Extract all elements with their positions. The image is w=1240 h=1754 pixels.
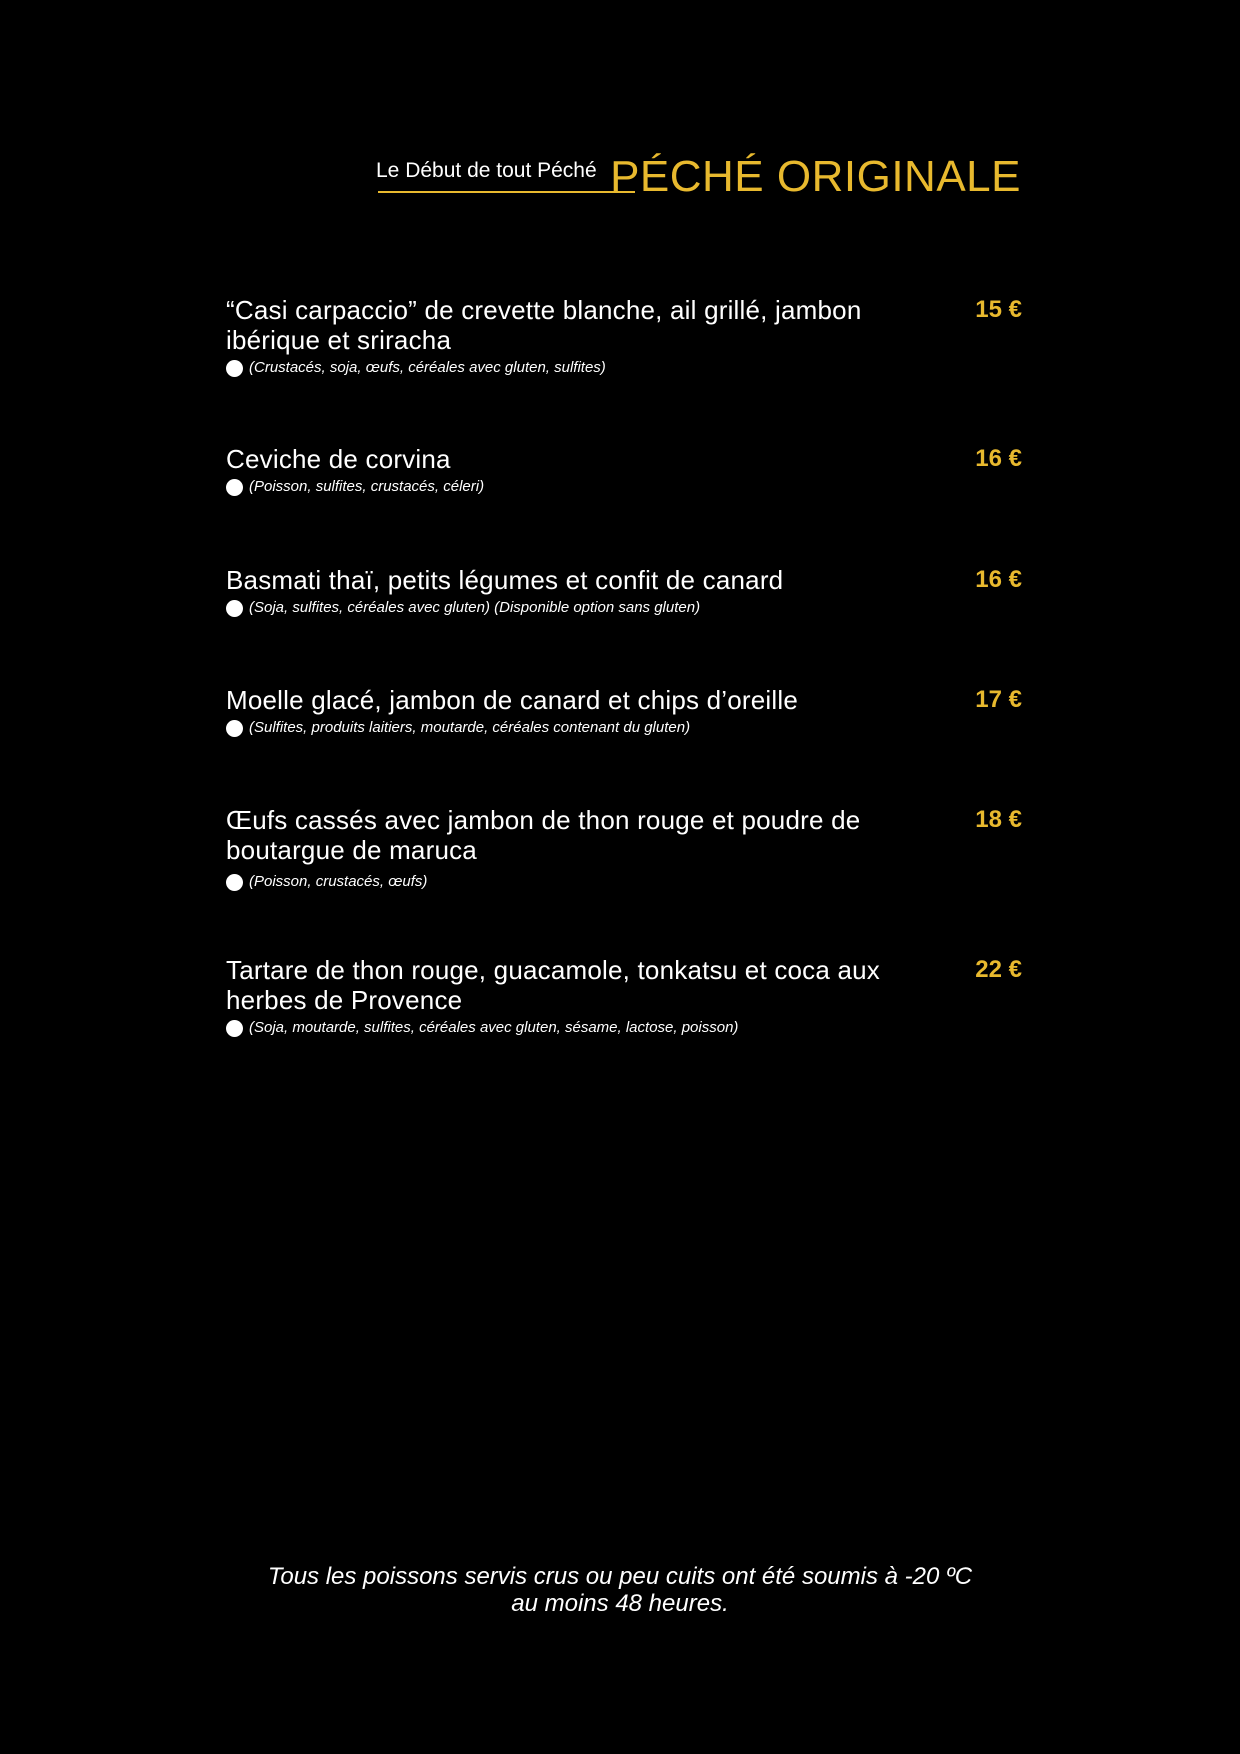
section-title: PÉCHÉ ORIGINALE [610,152,1021,201]
allergen-dot-icon [226,360,243,377]
dish-price: 15 € [975,296,1022,323]
notice-line-2: au moins 48 heures. [511,1590,729,1617]
dish-price: 22 € [975,956,1022,983]
menu-item [226,565,1022,617]
allergen-line [226,719,1022,737]
dish-name: Tartare de thon rouge, guacamole, tonkatsu et coca aux herbes de Provence [226,955,880,1015]
notice-line-1: Tous les poissons servis crus ou peu cuits ont été soumis à -20 ºC [267,1563,973,1590]
menu-item [226,805,1022,891]
allergen-list: (Poisson, crustacés, œufs) [249,873,428,890]
dish-name: Moelle glacé, jambon de canard et chips d’oreille [226,685,799,715]
dish-name: Ceviche de corvina [226,444,451,474]
allergen-dot-icon [226,600,243,617]
allergen-dot-icon [226,720,243,737]
allergen-list: (Sulfites, produits laitiers, moutarde, céréales contenant du gluten) [249,719,691,736]
allergen-dot-icon [226,874,243,891]
menu-item [226,685,1022,737]
dish-name: Œufs cassés avec jambon de thon rouge et poudre de boutargue de maruca [226,805,861,865]
raw-fish-notice [0,1563,1240,1617]
allergen-list: (Crustacés, soja, œufs, céréales avec gluten, sulfites) [249,359,606,376]
allergen-line [226,359,1022,377]
menu-header [376,152,1021,202]
allergen-dot-icon [226,1020,243,1037]
menu-item [226,955,1022,1037]
dish-price: 16 € [975,445,1022,472]
allergen-line [226,1019,1022,1037]
allergen-list: (Poisson, sulfites, crustacés, céleri) [249,478,485,495]
allergen-list: (Soja, moutarde, sulfites, céréales avec gluten, sésame, lactose, poisson) [249,1019,739,1036]
dish-price: 18 € [975,806,1022,833]
dish-name: “Casi carpaccio” de crevette blanche, ail grillé, jambon ibérique et sriracha [226,295,862,355]
dish-name: Basmati thaï, petits légumes et confit de canard [226,565,784,595]
menu-item [226,295,1022,377]
subtitle-underline [378,191,635,193]
allergen-dot-icon [226,479,243,496]
allergen-line [226,599,1022,617]
menu-item [226,444,1022,496]
dish-price: 17 € [975,686,1022,713]
section-subtitle: Le Début de tout Péché [376,159,597,182]
allergen-line [226,478,1022,496]
allergen-line [226,873,1022,891]
dish-price: 16 € [975,566,1022,593]
allergen-list: (Soja, sulfites, céréales avec gluten) (Disponible option sans gluten) [249,599,701,616]
